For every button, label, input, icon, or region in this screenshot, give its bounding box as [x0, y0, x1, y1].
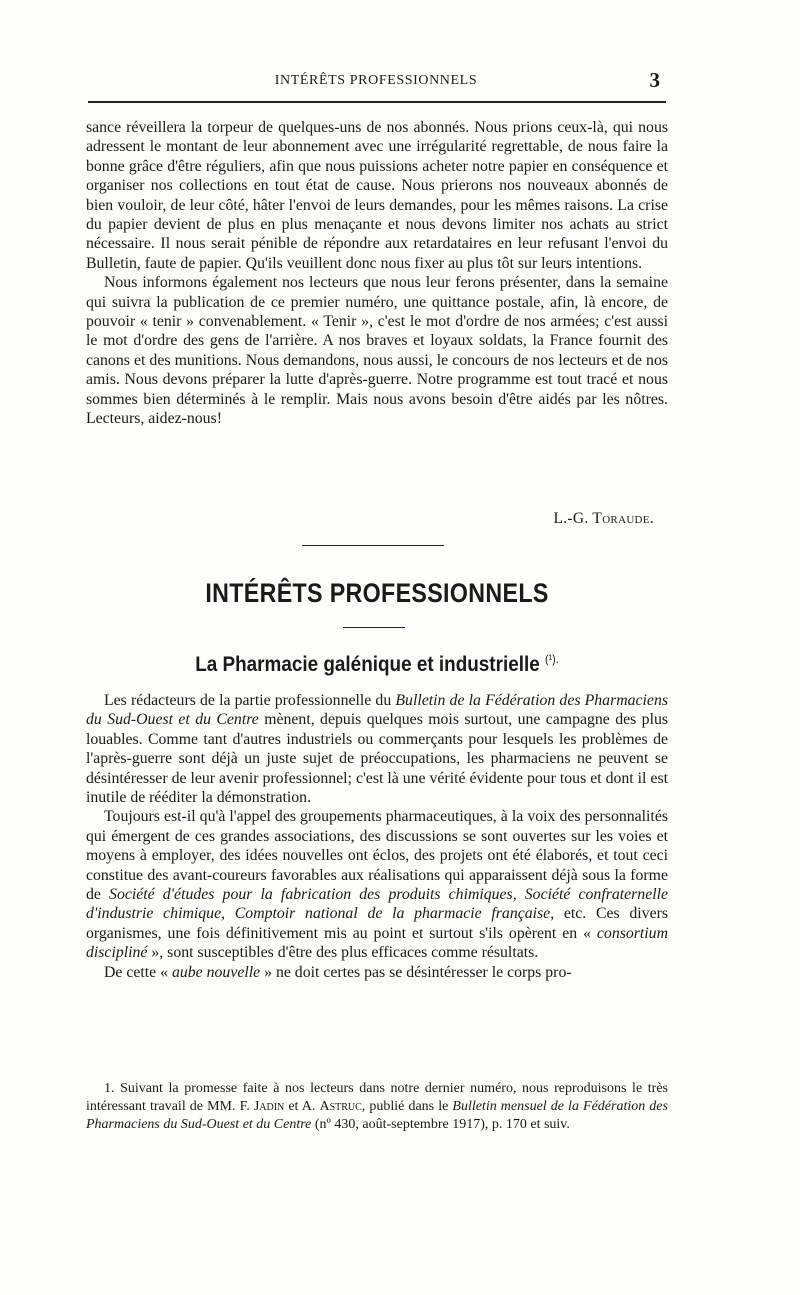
article-title-text: La Pharmacie galénique et industrielle [195, 653, 540, 676]
running-header [86, 68, 666, 94]
text-run: » ne doit certes pas se désintéresser le corps pro- [260, 963, 572, 981]
text-run: 1. Suivant la promesse faite à nos lecteurs dans notre dernier numéro, nous reproduisons le très intéressant travail de MM. F. [86, 1081, 668, 1114]
organizations-list: Société d'études pour la fabrication des produits chimiques, Société confraternelle d'industrie chimique, Comptoir national de la pharmacie française [86, 886, 669, 923]
text-run: (nº 430, août-septembre 1917), p. 170 et suiv. [311, 1117, 570, 1132]
signature: L.-G. Toraude. [553, 510, 654, 527]
footnote-reference[interactable]: (¹). [544, 652, 559, 666]
running-title: INTÉRÊTS PROFESSIONNELS [274, 73, 478, 88]
journal-title: Bulletin mensuel de la Fédération des Pharmaciens du Sud-Ouest et du Centre [86, 1099, 668, 1132]
italic-phrase: consortium discipliné [86, 924, 668, 962]
editorial-paragraph: Nous informons également nos lecteurs que nous leur ferons présenter, dans la semaine qui suivra la publication de ce premier numéro, une quittance postale, afin, là encore, de pouvoir « tenir » convenablement. « Tenir », c'est le mot d'ordre de nos armées; c'est aussi le mot d'ordre des gens de l'arrière. A nos braves et loyaux soldats, la France fournit des canons et des munitions. Nous demandons, nous aussi, le concours de nos lecteurs et de nos amis. Nous devons préparer la lutte d'après-guerre. Notre programme est tout tracé et nous sommes bien déterminés à le remplir. Mais nous avons besoin d'être aidés par les nôtres. Lecteurs, aidez-nous! [86, 274, 668, 428]
article-paragraph [86, 807, 668, 962]
article-paragraph [86, 963, 668, 982]
text-run: Les rédacteurs de la partie professionnelle du [104, 692, 396, 709]
text-run: Toujours est-il qu'à l'appel des groupements pharmaceutiques, à la voix des personnalités qui émergent de ces grandes associations, des discussions se sont ouvertes sur les voies et moyens à employer, des idées nouvelles ont éclos, des projets ont été élaborés, et tout ceci constitue des avant-coureurs favorables aux réalisations qui apparaissent déjà sous la forme de [86, 808, 668, 904]
author-name: Jadin [253, 1099, 285, 1114]
section-title: INTÉRÊTS PROFESSIONNELS [205, 578, 549, 608]
text-run: mènent, depuis quelques mois surtout, une campagne des plus louables. Comme tant d'autres industriels ou commerçants pour lesquels les problèmes de l'après-guerre sont déjà un juste sujet de préoccupations, les pharmaciens ne peuvent se désintéresser de leur avenir professionnel; c'est là une vérité évidente pour tous et dont il est inutile de rééditer la démonstration. [86, 711, 669, 807]
text-run: », sont susceptibles d'être des plus efficaces comme résultats. [147, 944, 539, 962]
editorial-text [86, 118, 668, 429]
text-run: , publié dans le [361, 1099, 453, 1114]
text-run: De cette « [104, 963, 172, 981]
separator-rule-short [343, 627, 405, 628]
text-run: , etc. Ces divers organismes, une fois définitivement mis au point et surtout s'ils opèrent en « [86, 905, 668, 942]
article-paragraph [86, 691, 668, 807]
page-number: 3 [649, 68, 660, 92]
journal-title: Bulletin de la Fédération des Pharmaciens du Sud-Ouest et du Centre [86, 692, 668, 729]
text-run: et A. [284, 1099, 320, 1114]
editorial-paragraph: sance réveillera la torpeur de quelques-uns de nos abonnés. Nous prions ceux-là, qui nous adressent le montant de leur abonnement avec une irrégularité regrettable, de nous faire la bonne grâce d'être réguliers, afin que nous puissions acheter notre papier en conséquence et organiser nos collections en tout état de cause. Nous prierons nos nouveaux abonnés de bien vouloir, de leur côté, hâter l'envoi de leurs demandes, pour les mêmes raisons. La crise du papier devient de plus en plus menaçante et nous devons limiter nos achats au strict nécessaire. Il nous serait pénible de répondre aux retardataires en leur refusant l'envoi du Bulletin, faute de papier. Qu'ils veuillent donc nous fixer au plus tôt sur leurs intentions. [86, 119, 668, 272]
separator-rule [302, 545, 444, 546]
italic-phrase: aube nouvelle [171, 963, 261, 981]
author-name: Astruc [319, 1099, 362, 1114]
article-title [115, 652, 639, 677]
article-text [86, 691, 668, 982]
footnote [86, 1080, 668, 1134]
header-rule [88, 101, 666, 103]
